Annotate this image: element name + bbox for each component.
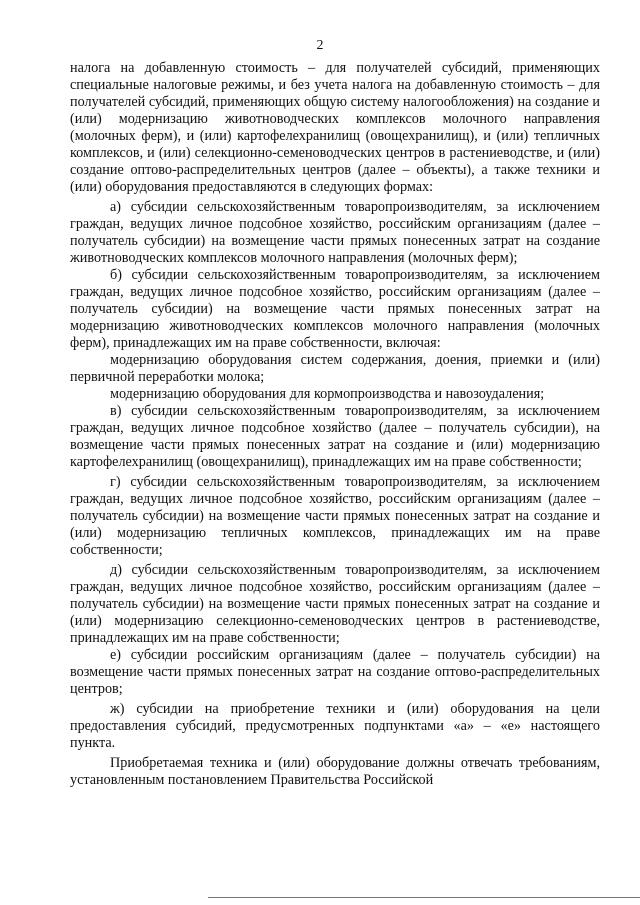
paragraph-item-d: д) субсидии сельскохозяйственным товаропроизводителям, за исключением граждан, ведущих личное подсобное хозяйство, российским организациям (далее – получатель субсидии) на возмещение части прямых понесенных затрат на создание и (или) модернизацию селекционно-семеноводческих центров в растениеводстве, принадлежащих им на праве собственности; [70, 562, 600, 646]
paragraph-continuation: налога на добавленную стоимость – для получателей субсидий, применяющих специальные налоговые режимы, и без учета налога на добавленную стоимость – для получателей субсидий, применяющих общую систему налогообложения) на создание и (или) модернизацию животноводческих комплексов молочного направления (молочных ферм), и (или) картофелехранилищ (овощехранилищ), и (или) тепличных комплексов, и (или) селекционно-семеноводческих центров в растениеводстве, и (или) создание оптово-распределительных центров (далее – объекты), а также техники и (или) оборудования предоставляются в следующих формах: [70, 60, 600, 195]
paragraph-item-g: г) субсидии сельскохозяйственным товаропроизводителям, за исключением граждан, ведущих личное подсобное хозяйство, российским организациям (далее – получатель субсидии) на возмещение части прямых понесенных затрат на создание и (или) модернизацию тепличных комплексов, принадлежащих им на праве собственности; [70, 474, 600, 558]
paragraph-item-b-milking: модернизацию оборудования систем содержания, доения, приемки и (или) первичной переработки молока; [70, 352, 600, 385]
paragraph-item-zh: ж) субсидии на приобретение техники и (или) оборудования на цели предоставления субсидий, предусмотренных подпунктами «а» – «е» настоящего пункта. [70, 701, 600, 751]
paragraph-equipment-requirements: Приобретаемая техника и (или) оборудование должны отвечать требованиям, установленным постановлением Правительства Российской [70, 755, 600, 788]
paragraph-item-b: б) субсидии сельскохозяйственным товаропроизводителям, за исключением граждан, ведущих личное подсобное хозяйство, российским организациям (далее – получатель субсидии) на возмещение части прямых понесенных затрат на модернизацию животноводческих комплексов молочного направления (молочных ферм), принадлежащих им на праве собственности, включая: [70, 267, 600, 351]
paragraph-item-v: в) субсидии сельскохозяйственным товаропроизводителям, за исключением граждан, ведущих личное подсобное хозяйство (далее – получатель субсидии), на возмещение части прямых понесенных затрат на создание и (или) модернизацию картофелехранилищ (овощехранилищ), принадлежащих им на праве собственности; [70, 403, 600, 470]
document-body [70, 60, 600, 789]
paragraph-item-a: а) субсидии сельскохозяйственным товаропроизводителям, за исключением граждан, ведущих личное подсобное хозяйство, российским организациям (далее – получатель субсидии) на возмещение части прямых понесенных затрат на создание животноводческих комплексов молочного направления (молочных ферм); [70, 199, 600, 266]
page-number: 2 [316, 38, 324, 53]
footer-rule [208, 897, 640, 898]
paragraph-item-b-feed: модернизацию оборудования для кормопроизводства и навозоудаления; [110, 386, 545, 402]
paragraph-item-e: е) субсидии российским организациям (далее – получатель субсидии) на возмещение части прямых понесенных затрат на создание оптово-распределительных центров; [70, 647, 600, 697]
